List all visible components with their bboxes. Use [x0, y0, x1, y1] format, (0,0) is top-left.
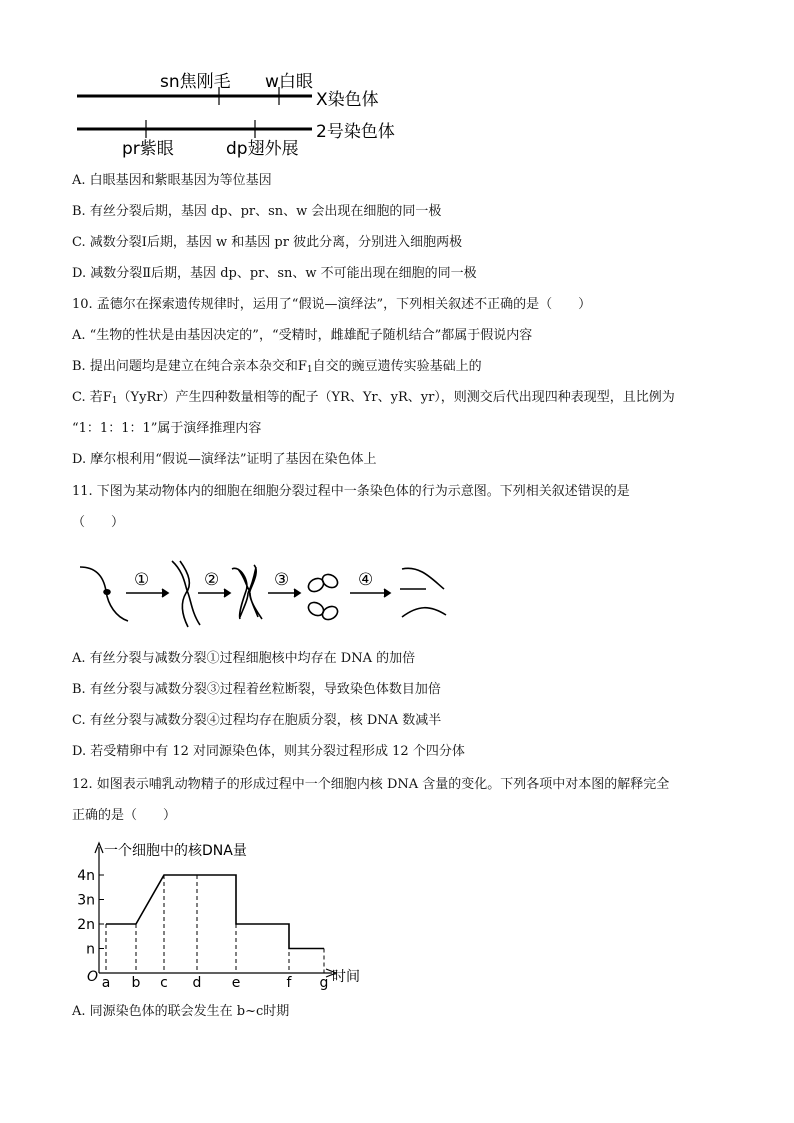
step-3-label: ③ [274, 570, 290, 590]
stage-5-lower-chromosome [402, 608, 446, 617]
stage-3-chromosome [232, 565, 262, 619]
q9-option-a: A. 白眼基因和紫眼基因为等位基因 [72, 173, 272, 188]
dp-label: dp翅外展 [226, 139, 299, 159]
y-axis-label: 一个细胞中的核DNA量 [104, 843, 247, 859]
q12-option-a: A. 同源染色体的联会发生在 b~c时期 [72, 1004, 290, 1019]
q11-stem-line2: （ ） [72, 515, 125, 530]
q12-stem-line2: 正确的是（ ） [72, 808, 177, 823]
x-chromosome-label: X染色体 [316, 90, 379, 110]
x-tick-b: b [131, 975, 141, 990]
step-4-label: ④ [358, 570, 374, 590]
y-tick-4n: 4n [77, 868, 95, 884]
x-tick-e: e [231, 975, 241, 990]
q10-option-c: C. 若$F_1(YyRr)$产生四种数量相等的配子（YR、Yr、yR、yr），则测交后代出现四种表现型，且比例为 [72, 390, 675, 406]
y-tick-2n: 2n [77, 917, 95, 933]
y-tick-n: n [86, 941, 95, 958]
x-axis-label: 时间 [332, 969, 360, 985]
x-tick-f: f [286, 975, 292, 990]
step-2-label: ② [204, 570, 220, 590]
w-label: w白眼 [265, 72, 313, 92]
stage-1-centromere [104, 590, 110, 594]
y-tick-3n: 3n [77, 892, 95, 909]
x-tick-d: d [192, 975, 202, 990]
sn-label: sn焦刚毛 [160, 72, 231, 92]
q10-stem: 10. 孟德尔在探索遗传规律时，运用了“假说—演绎法”，下列相关叙述不正确的是（ ） [72, 297, 592, 312]
q11-option-d: D. 若受精卵中有 12 对同源染色体，则其分裂过程形成 12 个四分体 [72, 744, 465, 759]
step-1-label: ① [134, 570, 150, 590]
origin-label: O [87, 969, 99, 985]
chromosome-2-label: 2号染色体 [316, 122, 395, 142]
x-tick-a: a [101, 975, 111, 990]
q10-option-a: A. “生物的性状是由基因决定的”，“受精时，雌雄配子随机结合”都属于假说内容 [72, 328, 533, 343]
q9-option-b: B. 有丝分裂后期，基因 dp、pr、sn、w 会出现在细胞的同一极 [72, 204, 442, 219]
q9-option-c: C. 减数分裂Ⅰ后期，基因 w 和基因 pr 彼此分离，分别进入细胞两极 [72, 235, 463, 250]
chromosome-figure [0, 60, 794, 170]
q11-option-b: B. 有丝分裂与减数分裂③过程着丝粒断裂，导致染色体数目加倍 [72, 682, 441, 697]
q11-stem: 11. 下图为某动物体内的细胞在细胞分裂过程中一条染色体的行为示意图。下列相关叙述错误的是 [72, 484, 630, 499]
q9-option-d: D. 减数分裂Ⅱ后期，基因 dp、pr、sn、w 不可能出现在细胞的同一极 [72, 266, 477, 281]
dna-series-line [106, 875, 324, 949]
q11-option-c: C. 有丝分裂与减数分裂④过程均存在胞质分裂，核 DNA 数减半 [72, 713, 442, 728]
stage-5-upper-chromosome [400, 568, 444, 589]
q10-option-c-line2: “1：1：1：1”属于演绎推理内容 [72, 421, 262, 436]
q10-option-b: B. 提出问题均是建立在纯合亲本杂交和$F_1$自交的豌豆遗传实验基础上的 [72, 359, 482, 375]
x-tick-c: c [160, 975, 168, 990]
chromosome-behavior-figure [0, 555, 794, 635]
q12-stem: 12. 如图表示哺乳动物精子的形成过程中一个细胞内核 DNA 含量的变化。下列各项中对本图的解释完全 [72, 777, 670, 792]
pr-label: pr紫眼 [122, 139, 174, 159]
x-tick-g: g [319, 975, 329, 990]
dna-content-chart [0, 835, 794, 990]
q11-option-a: A. 有丝分裂与减数分裂①过程细胞核中均存在 DNA 的加倍 [72, 651, 416, 666]
q10-option-d: D. 摩尔根利用“假说—演绎法”证明了基因在染色体上 [72, 452, 377, 467]
